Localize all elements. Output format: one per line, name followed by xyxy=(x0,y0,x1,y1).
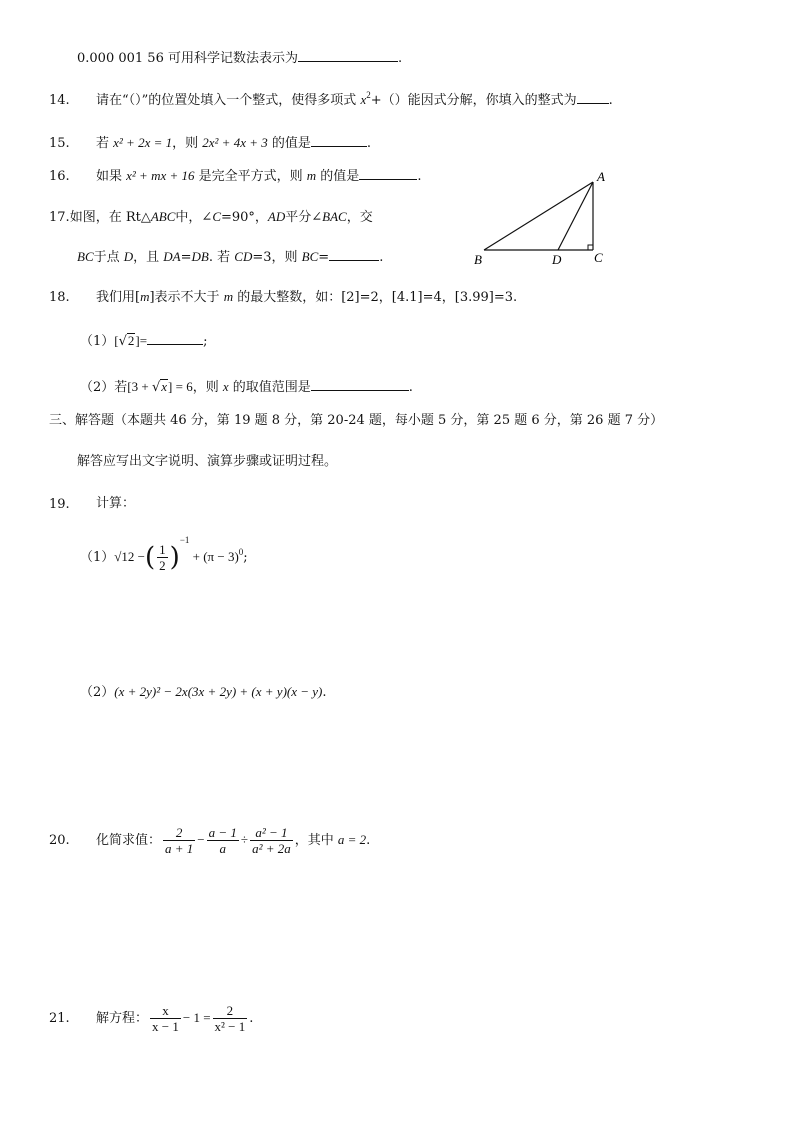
question-15: 若 x² + 2x = 1，则 2x² + 4x + 3 的值是 . xyxy=(96,135,372,151)
answer-blank[interactable] xyxy=(311,134,367,147)
question-17-line-2: BC于点 D，且 DA=DB. 若 CD=3，则 BC= . xyxy=(77,249,384,265)
question-number: 15. xyxy=(49,136,70,151)
answer-blank[interactable] xyxy=(298,49,398,62)
question-number: 14. xyxy=(49,93,70,108)
triangle-figure xyxy=(470,166,610,268)
segment-ad xyxy=(558,182,593,250)
question-number: 18. xyxy=(49,290,70,305)
question-18: 我们用[m]表示不大于 m 的最大整数，如：[2]=2，[4.1]=4，[3.99]=3. xyxy=(96,289,518,305)
question-16: 如果 x² + mx + 16 是完全平方式，则 m 的值是 . xyxy=(96,168,422,184)
question-17-line-1: 17.如图，在 Rt△ABC中，∠C=90°，AD平分∠BAC，交 xyxy=(49,209,373,225)
question-19-part-1: （1）√12 −( $\frac{1}{2}$ )$^{-1} + (\pi - 3)^0$; xyxy=(80,535,248,573)
question-number: 16. xyxy=(49,169,70,184)
right-angle-mark xyxy=(588,245,593,250)
question-18-part-2: （2）若[3 + √x] = 6，则 x 的取值范围是 . xyxy=(80,379,413,395)
answer-blank[interactable] xyxy=(147,332,203,345)
question-13: 0.000 001 56 可用科学记数法表示为 . xyxy=(77,51,403,66)
question-14: 请在“（）”的位置处填入一个整式，使得多项式 $x^2+()$能因式分解，你填入的整式为 . xyxy=(96,90,613,108)
question-18-part-1: （1）[√2]= ; xyxy=(80,333,208,349)
question-20: 化简求值： $\frac{2}{a + 1}$ − $\frac{a - 1}{a}$ ÷ $\frac{\text{a² − 1}}{\text{a² + 2a}}$ ，其中 a = 2. xyxy=(96,825,371,856)
question-19-part-2: （2）(x + 2y)² − 2x(3x + 2y) + (x + y)(x − y). xyxy=(80,684,327,700)
segment-ab xyxy=(484,182,593,250)
section-3-title: 三、解答题（本题共 46 分，第 19 题 8 分，第 20-24 题，每小题 5 分，第 25 题 6 分，第 26 题 7 分） xyxy=(49,413,664,428)
answer-blank[interactable] xyxy=(311,378,409,391)
vertex-label-c: C xyxy=(594,250,603,265)
question-19: 计算： xyxy=(96,496,136,511)
question-number: 20. xyxy=(49,833,70,848)
answer-blank[interactable] xyxy=(577,91,609,104)
vertex-label-d: D xyxy=(552,252,562,267)
question-number: 21. xyxy=(49,1011,70,1026)
section-3-instruction: 解答应写出文字说明、演算步骤或证明过程。 xyxy=(77,454,338,469)
answer-blank[interactable] xyxy=(359,167,417,180)
vertex-label-a: A xyxy=(597,169,605,184)
answer-blank[interactable] xyxy=(329,248,379,261)
question-21: 解方程： $\frac{x}{x - 1}$ − 1 = $\frac{2}{\text{x² − 1}}$ . xyxy=(96,1003,254,1034)
vertex-label-b: B xyxy=(474,252,482,267)
question-number: 19. xyxy=(49,497,70,512)
